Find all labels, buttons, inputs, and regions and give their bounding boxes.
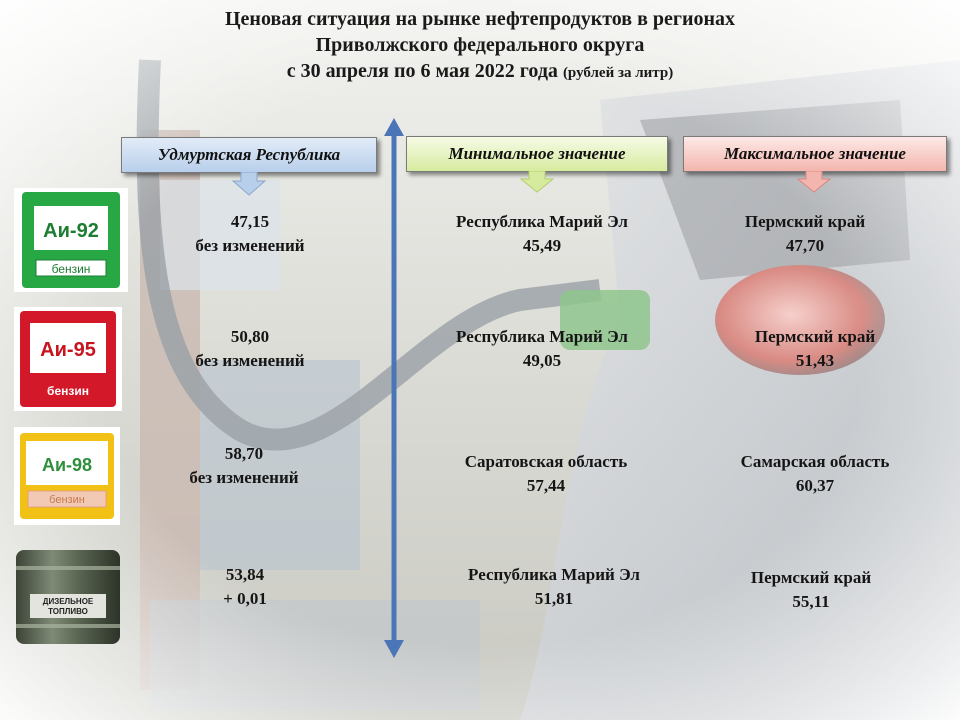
ai-95-sign-icon (14, 307, 122, 411)
page-title (0, 6, 960, 86)
title-period: с 30 апреля по 6 мая 2022 года (286, 60, 558, 82)
title-unit: (рублей за литр) (562, 65, 674, 81)
diesel-badge-line-2: ТОПЛИВО (48, 607, 88, 616)
ai-95-badge: Аи-95 (40, 339, 96, 361)
min-value-ai95: Республика Марий Эл 49,05 (456, 327, 628, 370)
title-line-2: Приволжского федерального округа (315, 34, 645, 56)
header-max: Максимальное значение (683, 136, 947, 172)
ai-92-badge-sub: бензин (51, 262, 91, 276)
region-value-diesel: 53,84 + 0,01 (223, 565, 267, 608)
min-value-ai92: Республика Марий Эл 45,49 (456, 212, 628, 255)
header-min: Минимальное значение (406, 136, 668, 172)
ai-92-sign-icon (14, 188, 128, 292)
title-line-1: Ценовая ситуация на рынке нефтепродуктов в регионах (224, 8, 736, 30)
ai-95-badge-sub: бензин (47, 384, 89, 398)
ai-92-badge: Аи-92 (43, 220, 99, 242)
header-max-down-arrow-icon (797, 171, 831, 193)
region-value-ai92: 47,15 без изменений (195, 212, 305, 255)
region-value-ai95: 50,80 без изменений (195, 327, 305, 370)
title-line-3 (0, 58, 960, 86)
region-value-ai98: 58,70 без изменений (189, 444, 299, 487)
ai-98-sign-icon (14, 427, 120, 525)
diesel-badge-line-1: ДИЗЕЛЬНОЕ (42, 597, 94, 606)
diesel-barrel-icon (12, 548, 124, 646)
header-min-down-arrow-icon (520, 171, 554, 193)
min-value-diesel: Республика Марий Эл 51,81 (468, 565, 640, 608)
max-value-ai92: Пермский край 47,70 (744, 212, 866, 255)
header-region: Удмуртская Республика (121, 137, 377, 173)
max-value-diesel: Пермский край 55,11 (750, 568, 872, 611)
ai-98-badge-sub: бензин (49, 494, 85, 506)
header-region-down-arrow-icon (232, 172, 266, 196)
max-value-ai98: Самарская область 60,37 (740, 452, 890, 495)
ai-98-badge: Аи-98 (41, 455, 93, 475)
min-value-ai98: Саратовская область 57,44 (464, 452, 628, 495)
vertical-divider-arrow-icon (382, 118, 406, 658)
max-value-ai95: Пермский край 51,43 (754, 327, 876, 370)
